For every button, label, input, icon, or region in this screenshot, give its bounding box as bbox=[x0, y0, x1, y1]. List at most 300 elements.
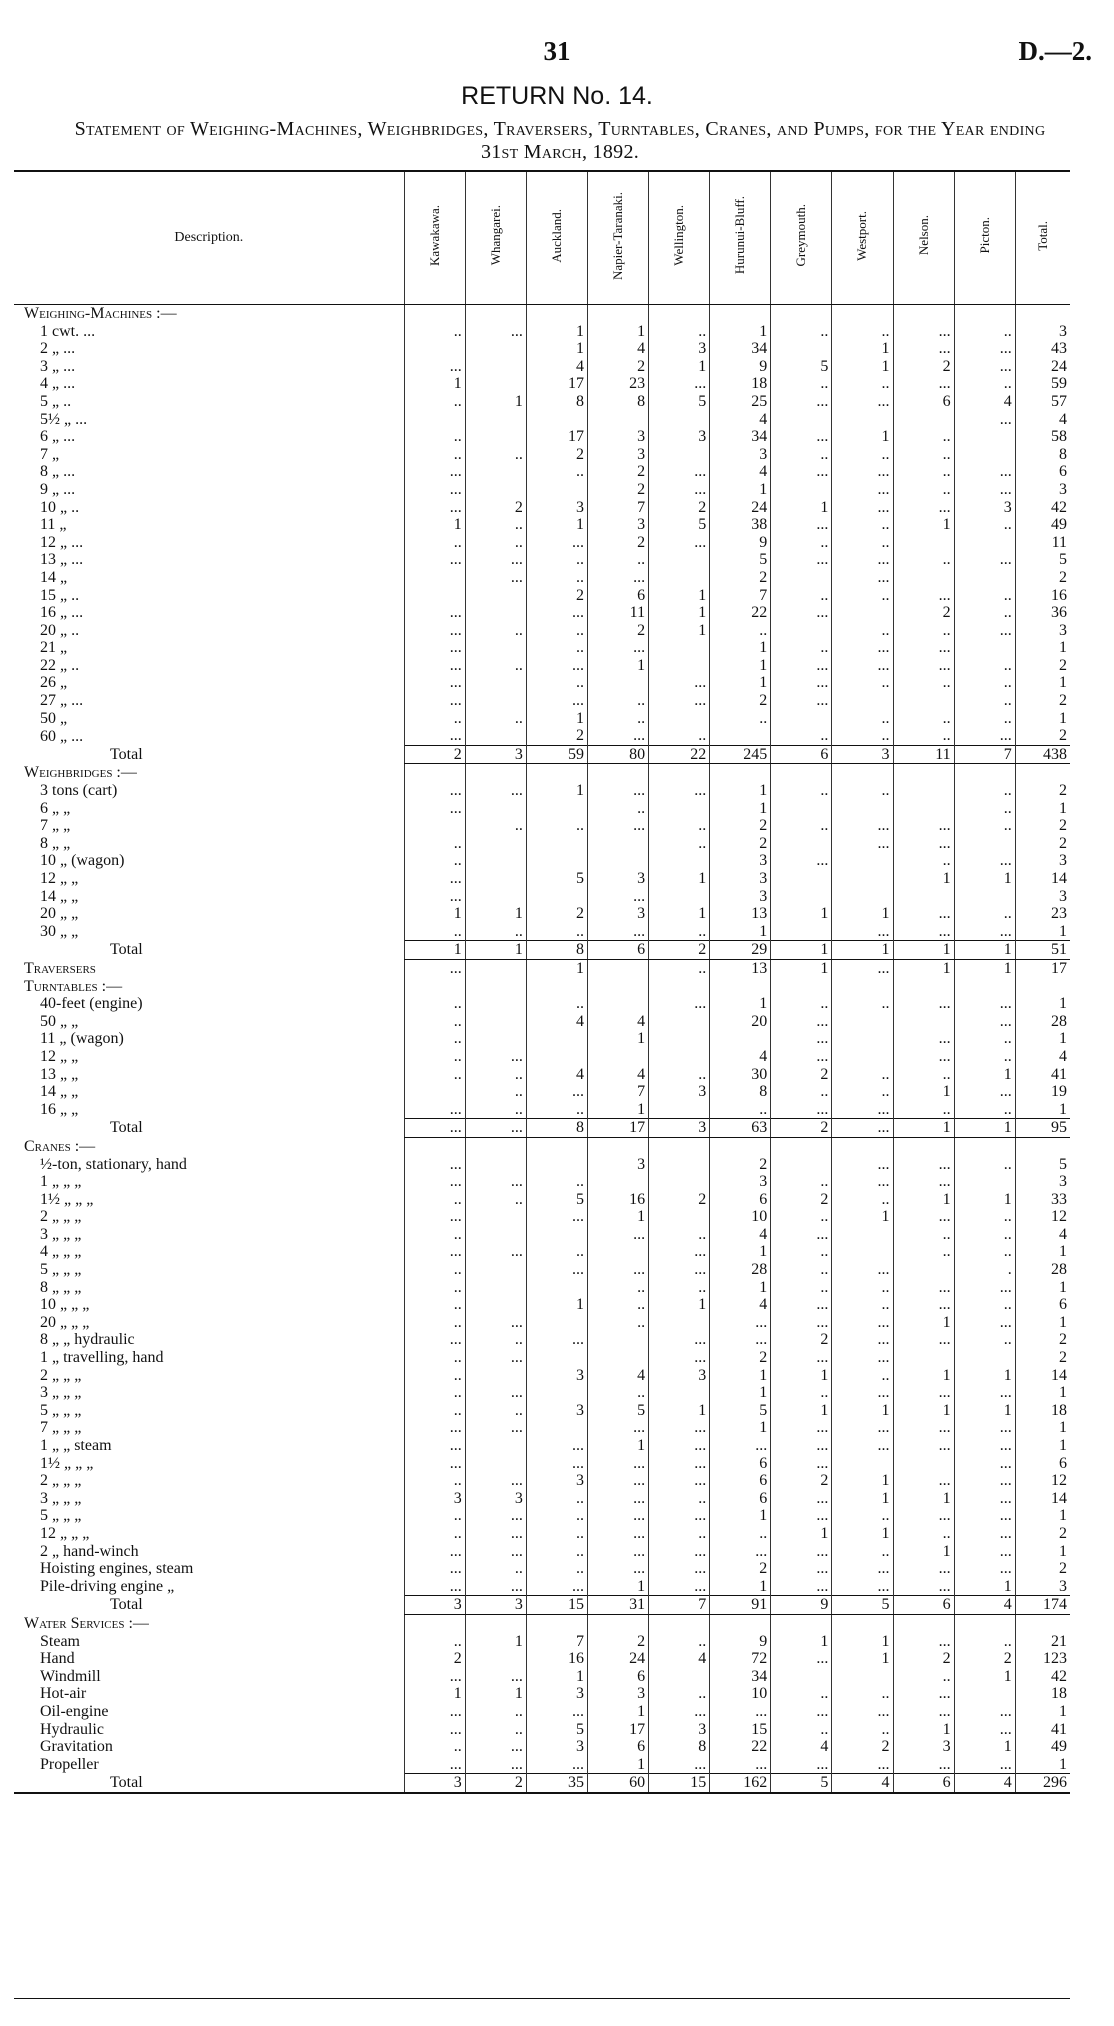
table-cell: .. bbox=[954, 817, 1015, 835]
table-cell: .. bbox=[893, 551, 954, 569]
table-cell: 1 bbox=[771, 499, 832, 517]
row-label: 1 „ „ steam bbox=[40, 1437, 112, 1454]
row-label: 8 „ „ „ bbox=[40, 1278, 82, 1296]
table-cell: ... bbox=[893, 1560, 954, 1578]
table-cell: .. bbox=[649, 1633, 710, 1651]
statement-title: Statement of Weighing-Machines, Weighbridges, Traversers, Turntables, Cranes, and Pumps, for the Year ending 31st March, 1892. bbox=[74, 118, 1046, 163]
table-cell: 1 bbox=[954, 1738, 1015, 1756]
table-cell: ... bbox=[649, 1243, 710, 1261]
table-row bbox=[14, 800, 1070, 818]
row-label: 14 „ „ bbox=[40, 1083, 79, 1101]
table-cell: 6 bbox=[587, 1668, 648, 1686]
table-cell: ... bbox=[404, 800, 465, 818]
table-cell: 49 bbox=[1015, 516, 1070, 534]
table-cell: ... bbox=[404, 1560, 465, 1578]
table-cell: 1 bbox=[893, 1367, 954, 1385]
table-cell: 3 bbox=[710, 1173, 771, 1191]
total-cell: 6 bbox=[893, 1596, 954, 1615]
table-cell: 1 bbox=[771, 1367, 832, 1385]
table-cell bbox=[587, 835, 648, 853]
table-cell bbox=[465, 978, 526, 996]
table-cell: .. bbox=[526, 1243, 587, 1261]
table-cell: .. bbox=[832, 622, 893, 640]
table-cell: 3 bbox=[587, 905, 648, 923]
table-row bbox=[14, 340, 1070, 358]
table-cell: 1 bbox=[1015, 1437, 1070, 1455]
table-cell: ... bbox=[649, 1560, 710, 1578]
table-cell: 9 bbox=[710, 1633, 771, 1651]
table-cell: .. bbox=[832, 1721, 893, 1739]
table-cell bbox=[587, 305, 648, 323]
table-cell: ... bbox=[649, 481, 710, 499]
table-cell: 6 bbox=[1015, 463, 1070, 481]
table-cell bbox=[465, 428, 526, 446]
table-cell: 6 bbox=[587, 587, 648, 605]
table-cell bbox=[832, 1013, 893, 1031]
table-cell bbox=[526, 1614, 587, 1632]
table-cell: 19 bbox=[1015, 1083, 1070, 1101]
table-cell: .. bbox=[771, 817, 832, 835]
table-cell: ... bbox=[832, 499, 893, 517]
table-row bbox=[14, 995, 1070, 1013]
table-cell: .. bbox=[465, 817, 526, 835]
table-cell: ... bbox=[404, 1543, 465, 1561]
table-cell: ... bbox=[771, 1013, 832, 1031]
table-cell bbox=[893, 569, 954, 587]
table-cell: .. bbox=[465, 1101, 526, 1119]
table-cell: ... bbox=[649, 692, 710, 710]
table-cell: .. bbox=[893, 463, 954, 481]
table-header-row bbox=[14, 171, 1070, 305]
table-row bbox=[14, 481, 1070, 499]
table-cell: .. bbox=[526, 551, 587, 569]
table-cell: .. bbox=[404, 1013, 465, 1031]
table-cell: .. bbox=[526, 995, 587, 1013]
table-row bbox=[14, 1472, 1070, 1490]
table-cell: 1 bbox=[649, 870, 710, 888]
table-cell: ... bbox=[404, 888, 465, 906]
row-label: 20 „ .. bbox=[40, 621, 80, 639]
table-cell: ... bbox=[771, 1048, 832, 1066]
table-row bbox=[14, 1419, 1070, 1437]
table-cell: .. bbox=[893, 1243, 954, 1261]
row-label: Hoisting engines, steam bbox=[40, 1560, 194, 1578]
table-cell: ... bbox=[832, 481, 893, 499]
table-cell: .. bbox=[771, 534, 832, 552]
table-cell: 1 bbox=[1015, 923, 1070, 941]
table-cell: .. bbox=[771, 1384, 832, 1402]
table-cell: ... bbox=[832, 1101, 893, 1119]
table-cell bbox=[832, 1048, 893, 1066]
total-cell: ... bbox=[404, 1119, 465, 1138]
table-cell: 1 bbox=[710, 800, 771, 818]
table-cell: 2 bbox=[710, 692, 771, 710]
table-cell: 4 bbox=[587, 1367, 648, 1385]
row-label: 1½ „ „ „ bbox=[40, 1190, 94, 1208]
table-cell bbox=[526, 800, 587, 818]
table-cell: .. bbox=[954, 1226, 1015, 1244]
table-cell: 1 bbox=[649, 905, 710, 923]
table-cell: .. bbox=[771, 1261, 832, 1279]
table-cell: 2 bbox=[771, 1191, 832, 1209]
table-cell: 41 bbox=[1015, 1066, 1070, 1084]
table-cell: .. bbox=[832, 1507, 893, 1525]
table-cell bbox=[832, 852, 893, 870]
table-cell: .. bbox=[954, 674, 1015, 692]
table-cell: .. bbox=[954, 587, 1015, 605]
table-cell: 2 bbox=[1015, 817, 1070, 835]
table-row bbox=[14, 923, 1070, 941]
table-cell: 3 bbox=[1015, 323, 1070, 341]
table-cell: 2 bbox=[404, 1650, 465, 1668]
table-cell: 1 bbox=[710, 1419, 771, 1437]
table-cell: 13 bbox=[710, 959, 771, 977]
table-row bbox=[14, 1156, 1070, 1174]
table-cell: 5 bbox=[710, 551, 771, 569]
table-cell: ... bbox=[404, 499, 465, 517]
table-row bbox=[14, 1560, 1070, 1578]
table-cell: ... bbox=[771, 1490, 832, 1508]
table-cell: ... bbox=[404, 551, 465, 569]
table-cell bbox=[954, 1349, 1015, 1367]
table-cell: ... bbox=[771, 428, 832, 446]
table-cell: .. bbox=[954, 323, 1015, 341]
table-row bbox=[14, 1633, 1070, 1651]
table-row bbox=[14, 852, 1070, 870]
table-cell bbox=[587, 1173, 648, 1191]
table-cell: ... bbox=[954, 1721, 1015, 1739]
table-cell: 3 bbox=[587, 516, 648, 534]
section-title-row bbox=[14, 305, 1070, 323]
table-cell: ... bbox=[771, 852, 832, 870]
total-cell: 2 bbox=[404, 745, 465, 764]
table-cell: 4 bbox=[1015, 1048, 1070, 1066]
total-cell: 22 bbox=[649, 745, 710, 764]
table-cell: 4 bbox=[1015, 411, 1070, 429]
table-cell bbox=[465, 1226, 526, 1244]
table-row bbox=[14, 1349, 1070, 1367]
table-cell: ... bbox=[832, 1349, 893, 1367]
table-cell: .. bbox=[710, 622, 771, 640]
table-cell: ... bbox=[587, 782, 648, 800]
total-cell: 2 bbox=[771, 1119, 832, 1138]
table-cell bbox=[893, 764, 954, 782]
table-cell: ... bbox=[404, 870, 465, 888]
table-cell: 22 bbox=[710, 1738, 771, 1756]
table-cell: 4 bbox=[710, 1296, 771, 1314]
table-row bbox=[14, 1437, 1070, 1455]
row-label: Pile-driving engine „ bbox=[40, 1578, 175, 1595]
table-cell: ... bbox=[587, 1455, 648, 1473]
table-cell bbox=[893, 1614, 954, 1632]
table-cell: .. bbox=[893, 1066, 954, 1084]
table-cell: ... bbox=[526, 692, 587, 710]
table-cell: .. bbox=[771, 446, 832, 464]
table-cell: ... bbox=[465, 782, 526, 800]
table-cell: .. bbox=[404, 1349, 465, 1367]
table-cell bbox=[465, 995, 526, 1013]
table-cell: 6 bbox=[893, 393, 954, 411]
table-cell: .. bbox=[771, 1243, 832, 1261]
table-cell: ... bbox=[771, 1507, 832, 1525]
table-cell bbox=[587, 1048, 648, 1066]
table-cell: ... bbox=[526, 1578, 587, 1596]
table-cell: ... bbox=[649, 1756, 710, 1774]
table-cell: ... bbox=[832, 817, 893, 835]
table-cell: ... bbox=[404, 1578, 465, 1596]
total-row bbox=[14, 745, 1070, 764]
table-cell: ... bbox=[587, 1261, 648, 1279]
table-cell: 1 bbox=[832, 1490, 893, 1508]
table-cell: 5 bbox=[526, 1191, 587, 1209]
table-cell: ... bbox=[465, 1525, 526, 1543]
total-cell: 174 bbox=[1015, 1596, 1070, 1615]
table-cell: .. bbox=[954, 604, 1015, 622]
table-cell bbox=[404, 411, 465, 429]
total-cell: 51 bbox=[1015, 941, 1070, 960]
table-cell: 3 bbox=[526, 1685, 587, 1703]
table-cell: 1 bbox=[587, 1101, 648, 1119]
section-title: Turntables :— bbox=[24, 977, 123, 995]
table-cell: .. bbox=[893, 428, 954, 446]
table-cell: 1 bbox=[587, 1437, 648, 1455]
table-cell: .. bbox=[587, 1296, 648, 1314]
table-cell: 4 bbox=[587, 1066, 648, 1084]
table-row bbox=[14, 817, 1070, 835]
table-cell: 30 bbox=[710, 1066, 771, 1084]
total-cell: 15 bbox=[649, 1774, 710, 1793]
table-cell: 2 bbox=[1015, 657, 1070, 675]
table-cell: ... bbox=[465, 1756, 526, 1774]
table-cell: .. bbox=[465, 1083, 526, 1101]
table-cell: .. bbox=[404, 1525, 465, 1543]
table-cell: .. bbox=[404, 323, 465, 341]
table-cell: .. bbox=[404, 1367, 465, 1385]
table-cell: ... bbox=[649, 534, 710, 552]
table-cell: .. bbox=[404, 1261, 465, 1279]
table-cell bbox=[954, 978, 1015, 996]
table-cell bbox=[526, 411, 587, 429]
table-cell: ... bbox=[404, 1703, 465, 1721]
table-cell: .. bbox=[526, 639, 587, 657]
table-cell: ... bbox=[465, 1507, 526, 1525]
table-cell: ... bbox=[771, 1226, 832, 1244]
row-label: 10 „ .. bbox=[40, 498, 80, 516]
table-cell: 1 bbox=[771, 1525, 832, 1543]
table-cell: 2 bbox=[710, 1560, 771, 1578]
row-label: 12 „ ... bbox=[40, 533, 84, 551]
total-cell: 1 bbox=[832, 941, 893, 960]
table-cell: ... bbox=[587, 1490, 648, 1508]
table-cell: .. bbox=[832, 727, 893, 745]
row-label: 12 „ „ bbox=[40, 870, 79, 887]
table-cell: 17 bbox=[526, 375, 587, 393]
table-cell: .. bbox=[771, 375, 832, 393]
table-cell: .. bbox=[710, 1101, 771, 1119]
table-cell: ... bbox=[465, 1738, 526, 1756]
table-cell bbox=[465, 340, 526, 358]
table-cell: 1 bbox=[710, 481, 771, 499]
table-cell: ... bbox=[404, 1455, 465, 1473]
table-cell: 3 bbox=[893, 1738, 954, 1756]
table-cell: ... bbox=[404, 657, 465, 675]
table-cell: ... bbox=[954, 1419, 1015, 1437]
table-cell: 5 bbox=[771, 358, 832, 376]
table-cell: ... bbox=[649, 674, 710, 692]
table-cell: 18 bbox=[1015, 1685, 1070, 1703]
table-cell: .. bbox=[649, 1490, 710, 1508]
column-header-whangarei: Whangarei. bbox=[465, 171, 526, 305]
table-cell: 1 bbox=[771, 905, 832, 923]
table-cell bbox=[404, 305, 465, 323]
table-cell bbox=[893, 534, 954, 552]
table-cell bbox=[649, 639, 710, 657]
row-label: 12 „ „ bbox=[40, 1047, 79, 1065]
table-cell: ... bbox=[526, 657, 587, 675]
table-cell: .. bbox=[832, 587, 893, 605]
table-cell bbox=[465, 692, 526, 710]
table-cell: ... bbox=[954, 1507, 1015, 1525]
table-cell: 23 bbox=[1015, 905, 1070, 923]
table-cell: .. bbox=[465, 1331, 526, 1349]
table-row bbox=[14, 1066, 1070, 1084]
column-header-wellington: Wellington. bbox=[649, 171, 710, 305]
table-cell: 9 bbox=[710, 358, 771, 376]
table-cell: ... bbox=[771, 657, 832, 675]
table-cell bbox=[893, 1455, 954, 1473]
table-row bbox=[14, 1261, 1070, 1279]
table-cell: .. bbox=[649, 323, 710, 341]
row-label: 8 „ ... bbox=[40, 463, 76, 481]
table-cell: .. bbox=[832, 534, 893, 552]
table-cell: ... bbox=[832, 569, 893, 587]
total-cell: 63 bbox=[710, 1119, 771, 1138]
table-row bbox=[14, 1507, 1070, 1525]
table-cell: 11 bbox=[587, 604, 648, 622]
table-row bbox=[14, 1738, 1070, 1756]
table-cell: ... bbox=[404, 1101, 465, 1119]
table-row bbox=[14, 1402, 1070, 1420]
table-cell: 2 bbox=[526, 905, 587, 923]
table-cell: ... bbox=[587, 569, 648, 587]
table-cell: 1 bbox=[526, 1668, 587, 1686]
table-cell: ... bbox=[771, 1578, 832, 1596]
table-cell: .. bbox=[893, 727, 954, 745]
table-cell: ... bbox=[526, 1455, 587, 1473]
table-cell: .. bbox=[526, 1543, 587, 1561]
table-cell: ... bbox=[587, 1472, 648, 1490]
table-cell: 2 bbox=[526, 587, 587, 605]
section-title: Water Services :— bbox=[24, 1614, 149, 1632]
table-cell: 6 bbox=[710, 1472, 771, 1490]
table-row bbox=[14, 1331, 1070, 1349]
table-cell: 2 bbox=[954, 1650, 1015, 1668]
table-cell bbox=[771, 888, 832, 906]
table-cell: ... bbox=[710, 1331, 771, 1349]
table-cell: ... bbox=[832, 657, 893, 675]
total-cell: 7 bbox=[649, 1596, 710, 1615]
table-cell: ... bbox=[404, 1208, 465, 1226]
total-label: Total bbox=[110, 745, 143, 763]
table-cell: ... bbox=[832, 1173, 893, 1191]
table-cell: ... bbox=[832, 1756, 893, 1774]
table-cell: 1 bbox=[587, 1578, 648, 1596]
table-cell: 1 bbox=[465, 1633, 526, 1651]
table-cell bbox=[954, 534, 1015, 552]
table-cell: 1 bbox=[1015, 1384, 1070, 1402]
table-cell: .. bbox=[771, 1721, 832, 1739]
table-row bbox=[14, 1208, 1070, 1226]
table-cell: ... bbox=[649, 1543, 710, 1561]
table-cell bbox=[649, 978, 710, 996]
table-cell: 1 bbox=[649, 604, 710, 622]
table-cell: .. bbox=[587, 1279, 648, 1297]
row-label: 11 „ bbox=[40, 516, 67, 534]
table-cell bbox=[587, 1243, 648, 1261]
table-cell: ... bbox=[587, 817, 648, 835]
table-cell: 6 bbox=[710, 1455, 771, 1473]
table-cell: ... bbox=[832, 551, 893, 569]
table-cell: .. bbox=[710, 710, 771, 728]
table-cell bbox=[587, 764, 648, 782]
total-cell: ... bbox=[465, 1119, 526, 1138]
table-cell: 1 bbox=[954, 959, 1015, 977]
table-cell: 1 bbox=[404, 1685, 465, 1703]
table-cell: 1 bbox=[526, 323, 587, 341]
table-cell bbox=[893, 978, 954, 996]
table-cell: 14 bbox=[1015, 870, 1070, 888]
table-row bbox=[14, 1173, 1070, 1191]
total-cell: 29 bbox=[710, 941, 771, 960]
total-cell: 31 bbox=[587, 1596, 648, 1615]
column-header-napier-taranaki: Napier-Taranaki. bbox=[587, 171, 648, 305]
table-row bbox=[14, 516, 1070, 534]
table-cell: ... bbox=[893, 375, 954, 393]
table-cell: 5 bbox=[649, 393, 710, 411]
table-row bbox=[14, 835, 1070, 853]
total-cell: 1 bbox=[771, 941, 832, 960]
table-cell: ... bbox=[465, 1578, 526, 1596]
table-cell: 3 bbox=[526, 1402, 587, 1420]
table-cell bbox=[771, 764, 832, 782]
table-cell: 3 bbox=[526, 1367, 587, 1385]
row-label: 13 „ „ bbox=[40, 1065, 79, 1083]
document-reference: D.—2. bbox=[1018, 36, 1092, 66]
table-cell: .. bbox=[404, 1738, 465, 1756]
table-cell: 6 bbox=[1015, 1296, 1070, 1314]
table-cell: ... bbox=[649, 1437, 710, 1455]
table-cell: 1 bbox=[710, 1279, 771, 1297]
table-cell bbox=[465, 1208, 526, 1226]
table-cell bbox=[771, 835, 832, 853]
table-cell bbox=[465, 411, 526, 429]
table-cell: . bbox=[954, 1261, 1015, 1279]
table-cell: ... bbox=[893, 995, 954, 1013]
table-cell: 1 bbox=[1015, 1703, 1070, 1721]
table-cell: ... bbox=[404, 358, 465, 376]
return-table bbox=[14, 170, 1070, 1794]
table-cell: ... bbox=[954, 923, 1015, 941]
table-cell: ... bbox=[771, 1650, 832, 1668]
row-label: 13 „ ... bbox=[40, 551, 84, 569]
table-cell: .. bbox=[526, 923, 587, 941]
table-cell: ... bbox=[649, 1261, 710, 1279]
table-cell: 1 bbox=[893, 1543, 954, 1561]
table-cell: 28 bbox=[710, 1261, 771, 1279]
table-cell: .. bbox=[465, 622, 526, 640]
table-row bbox=[14, 358, 1070, 376]
table-cell: .. bbox=[404, 852, 465, 870]
